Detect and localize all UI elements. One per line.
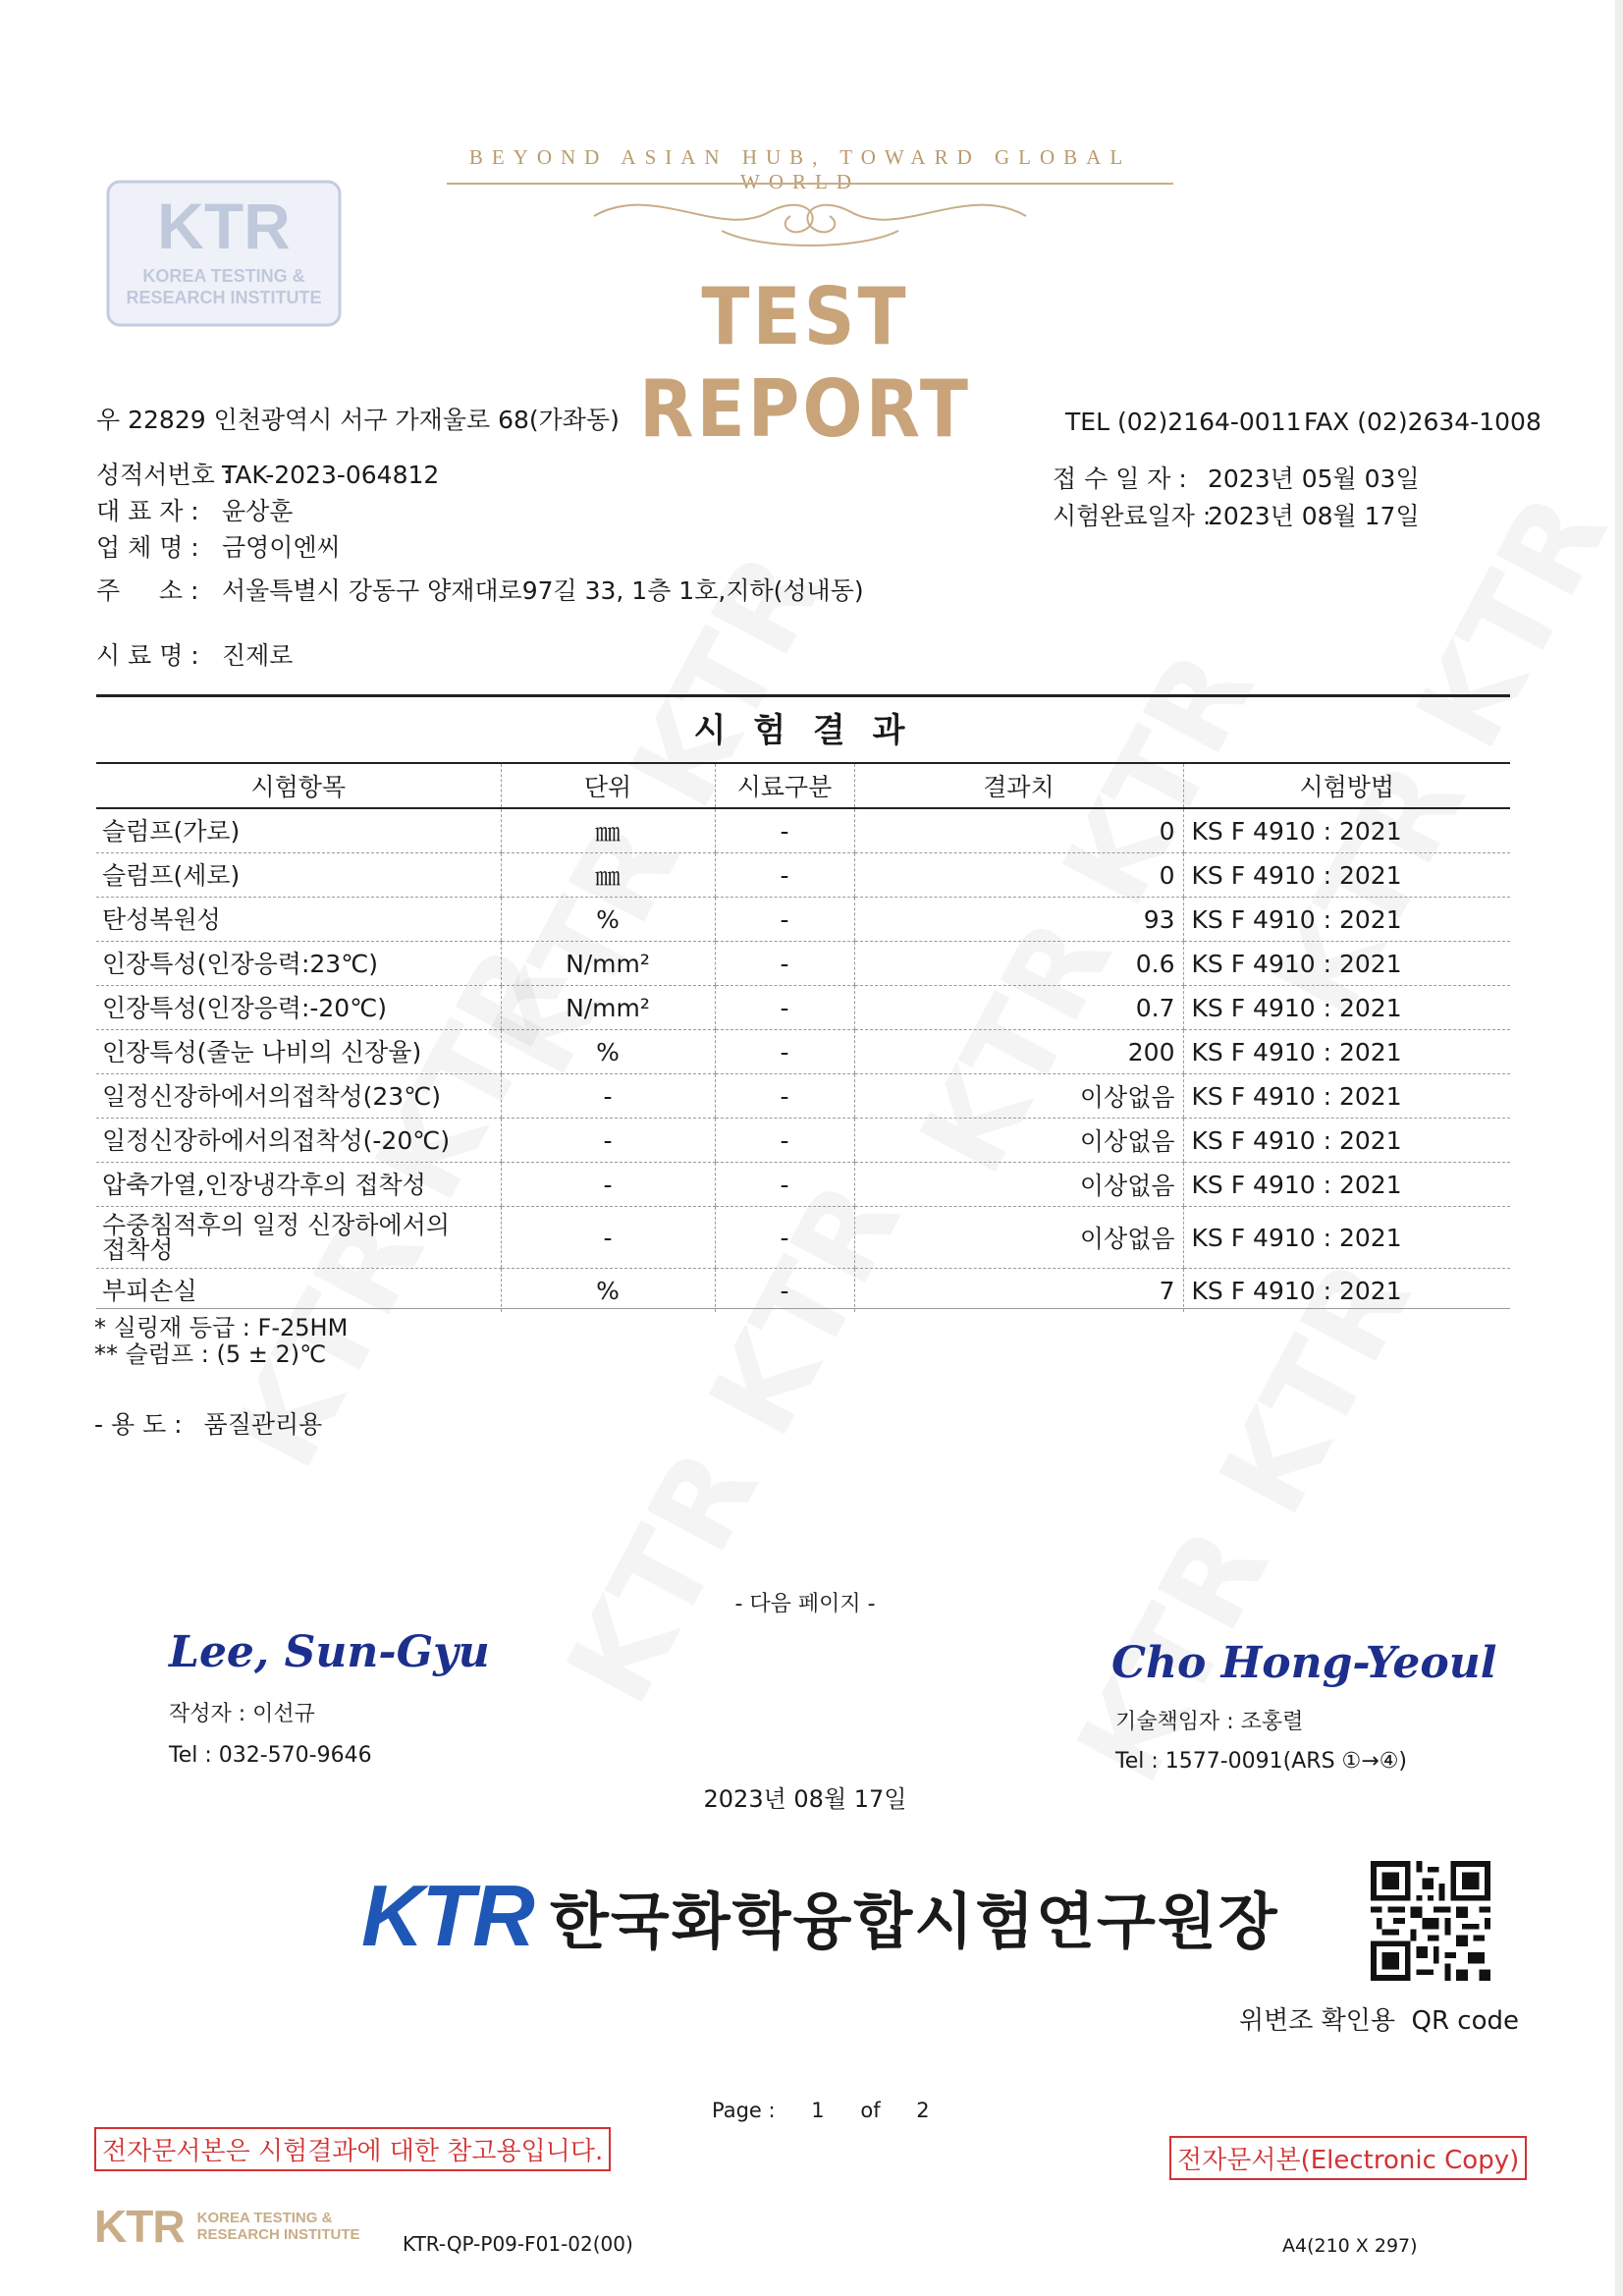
address-label: 주 소 :: [96, 576, 199, 605]
note-grade: * 실링재 등급 : F-25HM: [94, 1314, 349, 1341]
cell-method: KS F 4910 : 2021: [1183, 853, 1510, 898]
table-row: [96, 1269, 1510, 1313]
cell-result: 200: [854, 1030, 1183, 1074]
usage-label: - 용 도 :: [94, 1410, 183, 1439]
cell-item: 슬럼프(가로): [96, 808, 501, 853]
cell-item: 부피손실: [102, 1276, 197, 1305]
cell-sample-class: -: [715, 1269, 854, 1313]
cell-item: 인장특성(인장응력:-20℃): [96, 986, 501, 1030]
cert-number-row: [96, 456, 439, 491]
results-title: 시 험 결 과: [693, 711, 913, 750]
sample-label: 시 료 명 :: [96, 641, 199, 670]
cell-result: 이상없음: [854, 1163, 1183, 1207]
cell-sample-class: -: [715, 898, 854, 942]
author-name: 작성자 : 이선규: [169, 1702, 315, 1726]
cell-unit: %: [501, 1030, 715, 1074]
cell-result: 이상없음: [854, 1074, 1183, 1119]
page-number: [712, 2099, 959, 2122]
section-rule: [96, 694, 1510, 697]
cell-sample-class: -: [715, 1163, 854, 1207]
header-method: 시험방법: [1183, 763, 1510, 808]
cell-item-text: 수중침적후의 일정 신장하에서의 접착성: [102, 1211, 450, 1264]
cell-method: KS F 4910 : 2021: [1183, 1269, 1510, 1313]
footer-ktr-wordmark: KTR: [94, 2201, 185, 2252]
cell-result: 0: [854, 853, 1183, 898]
usage-value: 품질관리용: [203, 1410, 323, 1439]
cell-sample-class: -: [715, 808, 854, 853]
received-row: [1053, 460, 1420, 495]
usage-row: [94, 1405, 322, 1441]
cell-unit: N/mm²: [501, 986, 715, 1030]
header-sample-class: 시료구분: [715, 763, 854, 808]
company-label: 업 체 명 :: [96, 533, 199, 562]
results-table: [96, 762, 1510, 1312]
completed-date: 2023년 08월 17일: [1208, 502, 1420, 530]
cell-item: [96, 1207, 501, 1269]
svg-text:KTR: KTR: [157, 190, 291, 262]
cell-method: KS F 4910 : 2021: [1183, 1030, 1510, 1074]
results-header-row: [96, 763, 1510, 808]
paper-size: A4(210 X 297): [1282, 2235, 1418, 2257]
institute-name: 한국화학융합시험연구원장: [549, 1885, 1279, 1957]
cell-unit: -: [501, 1119, 715, 1163]
cell-sample-class: -: [715, 1119, 854, 1163]
table-row: [96, 1207, 1510, 1269]
footer-institute: [197, 2210, 360, 2243]
cell-result: 7: [854, 1269, 1183, 1313]
completed-row: [1053, 497, 1420, 532]
cell-item: 압축가열,인장냉각후의 접착성: [96, 1163, 501, 1207]
page-edge: [1615, 0, 1623, 2296]
ktr-wordmark: KTR: [361, 1867, 533, 1964]
cell-sample-class: -: [715, 986, 854, 1030]
cell-unit: -: [501, 1163, 715, 1207]
address-row: [96, 572, 864, 607]
cell-unit: -: [501, 1074, 715, 1119]
company-row: [96, 528, 341, 564]
sample-name: 진제로: [222, 641, 294, 670]
note-slump: ** 슬럼프 : (5 ± 2)℃: [94, 1340, 327, 1368]
header-item: 시험항목: [96, 763, 501, 808]
cell-sample-class: -: [715, 853, 854, 898]
cell-method: KS F 4910 : 2021: [1183, 1074, 1510, 1119]
cell-result: 0: [854, 808, 1183, 853]
table-row: [96, 1030, 1510, 1074]
cell-method: KS F 4910 : 2021: [1183, 1163, 1510, 1207]
cell-result: 이상없음: [854, 1119, 1183, 1163]
cert-number-label: 성적서번호 :: [96, 461, 232, 489]
cell-unit: N/mm²: [501, 942, 715, 986]
table-row: [96, 942, 1510, 986]
cell-method: KS F 4910 : 2021: [1183, 986, 1510, 1030]
cell-method: KS F 4910 : 2021: [1183, 1119, 1510, 1163]
page-total: 2: [916, 2099, 930, 2122]
cell-method: KS F 4910 : 2021: [1183, 1207, 1510, 1269]
cell-unit: ㎜: [501, 808, 715, 853]
cell-method: KS F 4910 : 2021: [1183, 898, 1510, 942]
company: 금영이엔씨: [222, 533, 341, 562]
table-row: [96, 808, 1510, 853]
footer-logo: [94, 2200, 359, 2253]
header-unit: 단위: [501, 763, 715, 808]
footer-institute-line1: KOREA TESTING &: [196, 2210, 333, 2226]
header-result: 결과치: [854, 763, 1183, 808]
cell-item: 인장특성(줄눈 나비의 신장율): [96, 1030, 501, 1074]
footer-institute-line2: RESEARCH INSTITUTE: [196, 2226, 360, 2243]
cell-result: 0.6: [854, 942, 1183, 986]
page-of: of: [860, 2099, 881, 2122]
cell-unit: %: [501, 1269, 715, 1313]
slogan: BEYOND ASIAN HUB, TOWARD GLOBAL WORLD: [468, 145, 1132, 193]
next-page-note: - 다음 페이지 -: [734, 1592, 876, 1616]
table-row: [96, 986, 1510, 1030]
report-title: TEST REPORT: [639, 269, 971, 456]
cell-item: 슬럼프(세로): [96, 853, 501, 898]
institute-address: 우 22829 인천광역시 서구 가재울로 68(가좌동): [96, 406, 620, 434]
author-tel: Tel : 032-570-9646: [169, 1743, 372, 1768]
cert-number: TAK-2023-064812: [222, 461, 440, 489]
svg-text:KOREA TESTING &: KOREA TESTING &: [142, 266, 305, 286]
cell-result: 93: [854, 898, 1183, 942]
ornament-divider: [447, 172, 1173, 260]
representative-label: 대 표 자 :: [96, 497, 199, 525]
table-row: [96, 1163, 1510, 1207]
issue-date: 2023년 08월 17일: [703, 1785, 907, 1813]
author-signature: Lee, Sun-Gyu: [169, 1627, 490, 1677]
svg-text:RESEARCH INSTITUTE: RESEARCH INSTITUTE: [126, 288, 322, 307]
representative-row: [96, 492, 293, 527]
electronic-copy-stamp: 전자문서본(Electronic Copy): [1169, 2136, 1527, 2180]
institute-fax: FAX (02)2634-1008: [1304, 408, 1542, 436]
received-date: 2023년 05월 03일: [1208, 465, 1420, 493]
notes: [94, 1315, 348, 1368]
cell-unit: ㎜: [501, 853, 715, 898]
cell-sample-class: -: [715, 942, 854, 986]
table-row: [96, 853, 1510, 898]
sample-row: [96, 636, 293, 672]
cell-item: 탄성복원성: [96, 898, 501, 942]
representative: 윤상훈: [222, 497, 294, 525]
institute-tel: TEL (02)2164-0011: [1065, 408, 1302, 436]
institute-seal-line: [361, 1866, 1279, 1966]
qr-code[interactable]: [1371, 1861, 1490, 1981]
tech-manager-name: 기술책임자 : 조홍렬: [1115, 1710, 1304, 1734]
page-label: Page :: [712, 2099, 776, 2122]
received-label: 접 수 일 자 :: [1053, 465, 1187, 493]
cell-sample-class: -: [715, 1030, 854, 1074]
cell-method: KS F 4910 : 2021: [1183, 808, 1510, 853]
table-row: [96, 898, 1510, 942]
cell-method: KS F 4910 : 2021: [1183, 942, 1510, 986]
client-address: 서울특별시 강동구 양재대로97길 33, 1층 1호,지하(성내동): [222, 576, 864, 605]
reference-notice: 전자문서본은 시험결과에 대한 참고용입니다.: [94, 2127, 611, 2171]
tech-manager-signature: Cho Hong-Yeoul: [1111, 1638, 1497, 1688]
table-row: [96, 1074, 1510, 1119]
table-bottom-rule: [96, 1308, 1510, 1309]
cell-result: 0.7: [854, 986, 1183, 1030]
cell-item: 일정신장하에서의접착성(-20℃): [96, 1119, 501, 1163]
form-code: KTR-QP-P09-F01-02(00): [403, 2232, 633, 2256]
cell-sample-class: -: [715, 1207, 854, 1269]
page-current: 1: [811, 2099, 825, 2122]
cell-sample-class: -: [715, 1074, 854, 1119]
table-row: [96, 1119, 1510, 1163]
cell-item: 일정신장하에서의접착성(23℃): [96, 1074, 501, 1119]
tech-manager-tel: Tel : 1577-0091(ARS ①→④): [1115, 1749, 1407, 1774]
cell-item: 인장특성(인장응력:23℃): [96, 942, 501, 986]
qr-label: 위변조 확인용 QR code: [1239, 2006, 1519, 2036]
cell-unit: -: [501, 1207, 715, 1269]
cell-result: 이상없음: [854, 1207, 1183, 1269]
completed-label: 시험완료일자 :: [1053, 502, 1212, 530]
ktr-logo: [106, 180, 342, 327]
cell-unit: %: [501, 898, 715, 942]
